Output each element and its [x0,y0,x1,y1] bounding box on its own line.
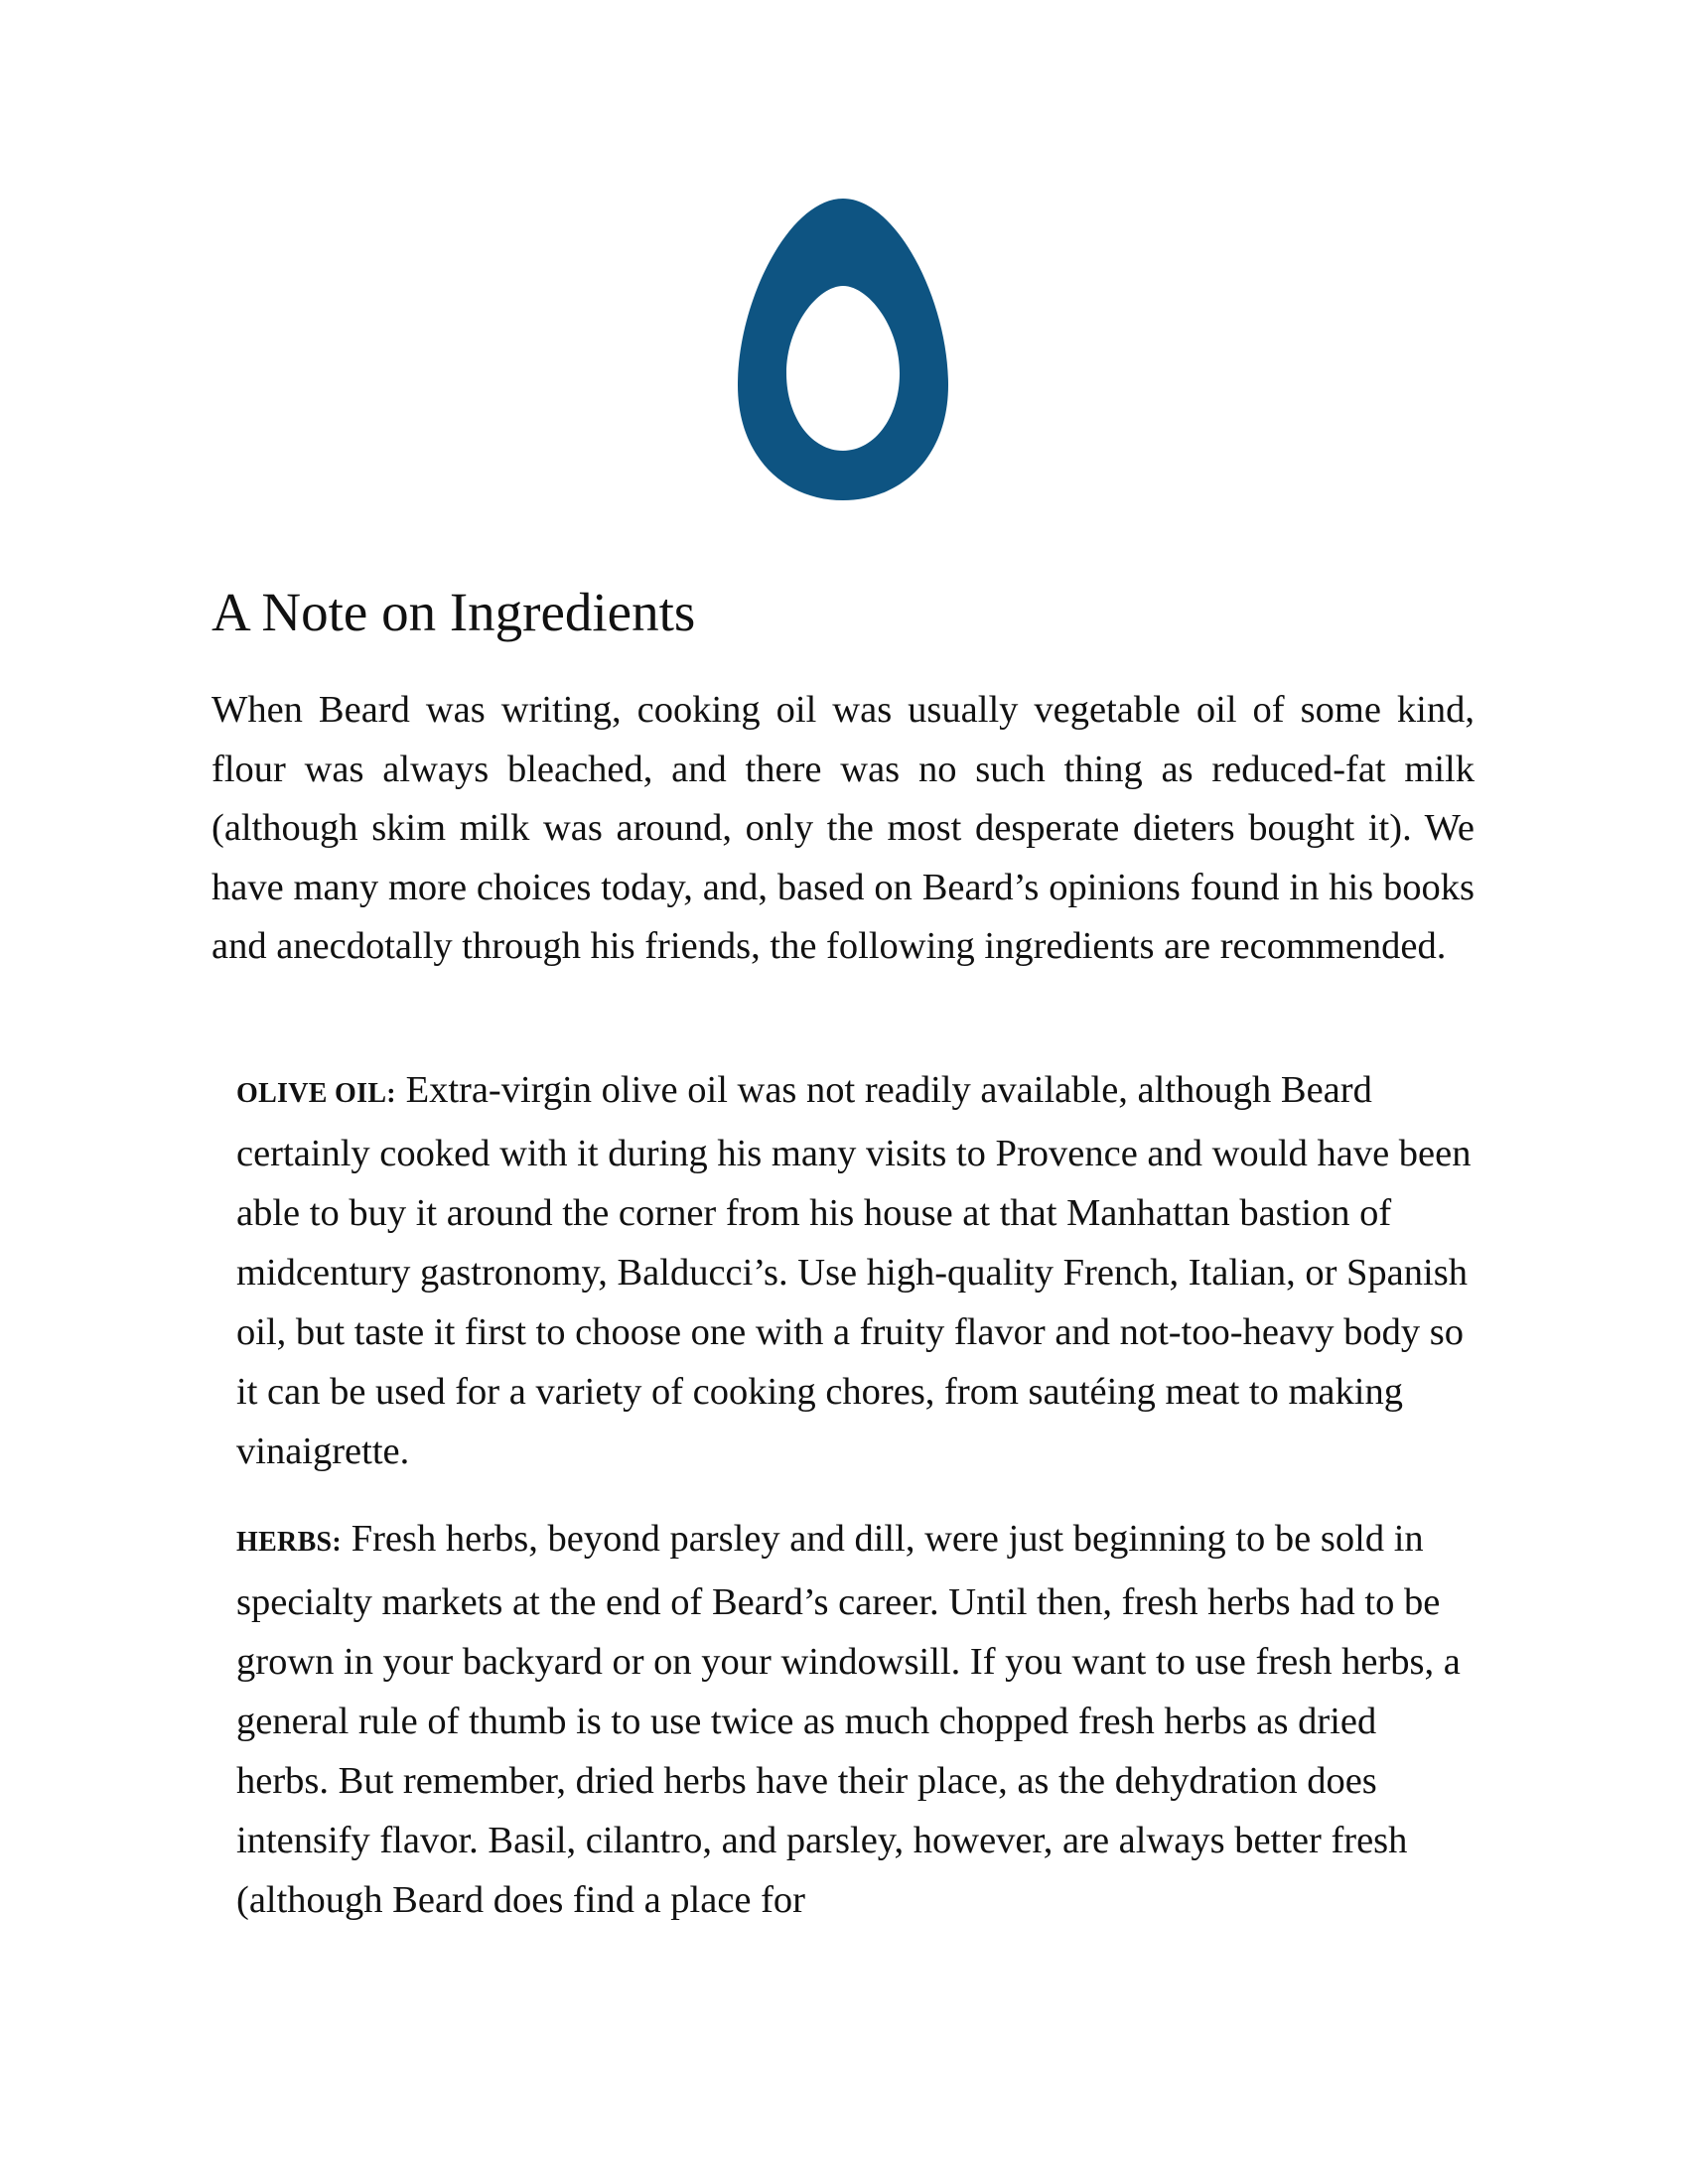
page-title: A Note on Ingredients [211,582,696,642]
ingredient-description: Fresh herbs, beyond parsley and dill, were just beginning to be sold in specialty markets at the end of Beard’s career. Until then, fresh herbs had to be grown in your backyard or on your windowsill. If you want to use fresh herbs, a general rule of thumb is to use twice as much chopped fresh herbs as dried herbs. But remember, dried herbs have their place, as the dehydration does intensify flavor. Basil, cilantro, and parsley, however, are always better fresh (although Beard does find a place for [236,1518,1461,1921]
ingredient-term: OLIVE OIL: [236,1078,396,1109]
intro-paragraph: When Beard was writing, cooking oil was usually vegetable oil of some kind, flour was always bleached, and there was no such thing as reduced-fat milk (although skim milk was around, only the most desperate dieters bought it). We have many more choices today, and, based on Beard’s opinions found in his books and anecdotally through his friends, the following ingredients are recommended. [211,689,1475,967]
ingredient-entry-olive-oil [236,1060,1477,1481]
ingredient-description: Extra-virgin olive oil was not readily available, although Beard certainly cooked with it during his many visits to Provence and would have been able to buy it around the corner from his house at that Manhattan bastion of midcentury gastronomy, Balducci’s. Use high-quality French, Italian, or Spanish oil, but taste it first to choose one with a fruity flavor and not-too-heavy body so it can be used for a variety of cooking chores, from sautéing meat to making vinaigrette. [236,1069,1472,1472]
egg-ring-icon [735,197,951,502]
ingredient-term: HERBS: [236,1527,343,1558]
ingredient-entry-herbs [236,1509,1477,1930]
